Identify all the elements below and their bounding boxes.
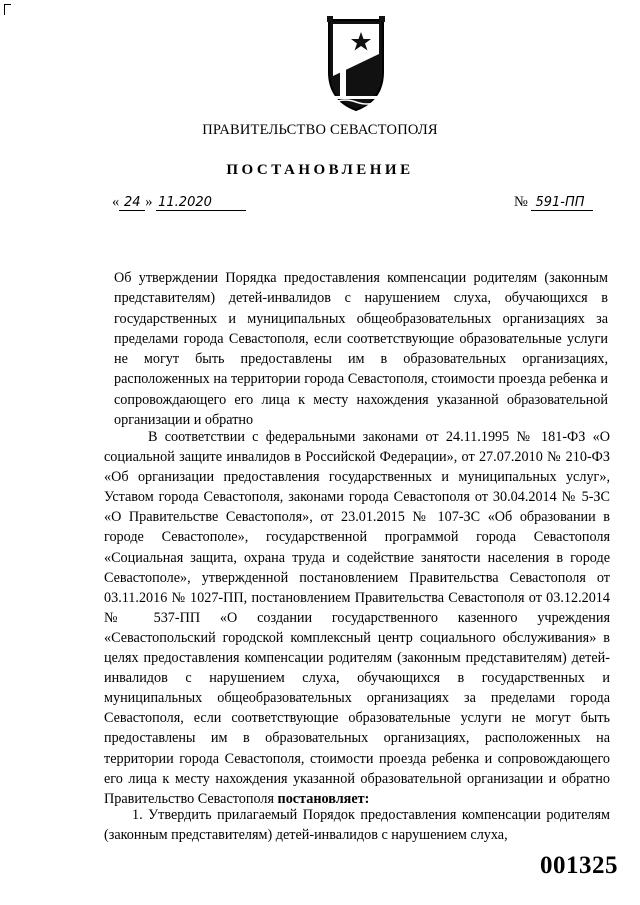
sheet-number: 001325 [540,852,618,879]
corner-mark [4,4,11,15]
item-1: 1. Утвердить прилагаемый Порядок предоставления компенсации родителям (законным представителям) детей-инвалидов с нарушением слуха, [104,807,610,844]
decree-date [112,194,246,211]
date-open-quote: « [112,194,120,210]
date-month-year: 11.2020 [156,195,246,211]
government-title: ПРАВИТЕЛЬСТВО СЕВАСТОПОЛЯ [202,122,438,138]
document-type: ПОСТАНОВЛЕНИЕ [226,162,414,178]
decree-number [514,194,593,211]
decree-subject: Об утверждении Порядка предоставления компенсации родителям (законным представителям) детей-инвалидов с нарушением слуха, обучающихся в государственных и муниципальных общеобразовательных организациях за пределами города Севастополя, если соответствующие образовательные услуги не могут быть предоставлены им в образовательных организациях, расположенных на территории города Севастополя, стоимости проезда ребенка и сопровождающего его лица к месту нахождения указанной образовательной организации и обратно [114,270,608,429]
number-value: 591-ПП [531,195,593,211]
decree-word: постановляет: [277,790,370,807]
date-close-quote: » [145,194,153,210]
number-sign: № [514,194,528,210]
sevastopol-coat-of-arms-icon [325,14,387,114]
preamble-text: В соответствии с федеральными законами от 24.11.1995 № 181-ФЗ «О социальной защите инвалидов в Российской Федерации», от 27.07.2010 № 210-ФЗ «Об организации предоставления государственных и муниципальных услуг», Уставом города Севастополя, законами города Севастополя от 30.04.2014 № 5-ЗС «О Правительстве Севастополя», от 23.01.2015 № 107-ЗС «Об образовании в городе Севастополе», государственной программой города Севастополя «Социальная защита, охрана труда и содействие занятости населения в городе Севастополе», утвержденной постановлением Правительства Севастополя от 03.11.2016 № 1027-ПП, постановлением Правительства Севастополя от 03.12.2014 № 537-ПП «О создании государственного казенного учреждения «Севастопольский городской комплексный центр социального обслуживания» в целях предоставления компенсации родителям (законным представителям) детей-инвалидов с нарушением слуха, обучающихся в государственных и муниципальных общеобразовательных организациях за пределами города Севастополя, если соответствующие образовательные услуги не могут быть предоставлены им в образовательных организациях, расположенных на территории города Севастополя, стоимости проезда ребенка и сопровождающего его лица к месту нахождения указанной образовательной организации и обратно Правительство Севастополя [104,429,610,807]
date-day: 24 [119,195,145,211]
preamble-paragraph [104,427,610,809]
